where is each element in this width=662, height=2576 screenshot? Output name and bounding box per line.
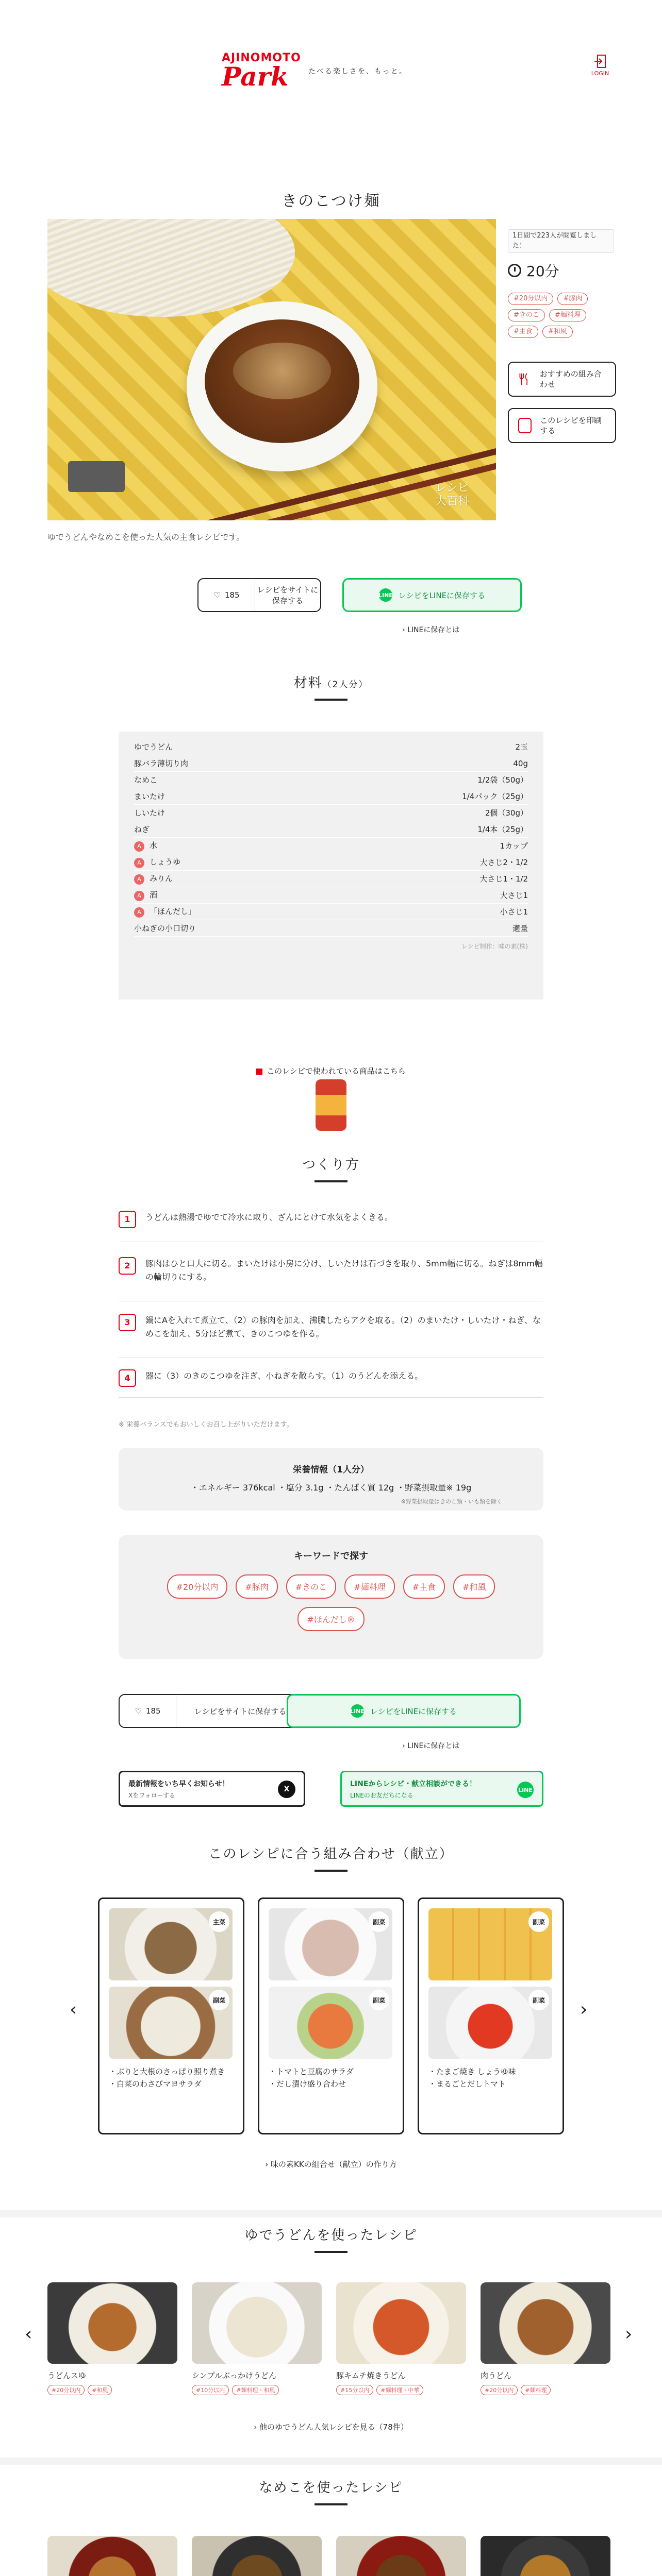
save-site-label: レシピをサイトに保存する bbox=[257, 585, 319, 605]
ingredient-qty: 大さじ1 bbox=[500, 891, 528, 900]
step-number: 2 bbox=[119, 1257, 136, 1275]
ingredients-title: 材料 bbox=[293, 675, 323, 691]
nameko-heading bbox=[0, 2477, 662, 2505]
ingredient-row bbox=[134, 838, 528, 854]
recipe-card-tag: #10分以内 bbox=[192, 2385, 229, 2395]
product-note-icon bbox=[256, 1069, 262, 1075]
ingredient-qty: 1カップ bbox=[500, 841, 528, 851]
ingredient-qty: 大さじ2・1/2 bbox=[479, 858, 528, 867]
group-mark: A bbox=[134, 858, 144, 868]
ingredient-row bbox=[134, 887, 528, 904]
udon-heading bbox=[0, 2225, 662, 2253]
recipe-card-title: シンプルぶっかけうどん bbox=[192, 2371, 277, 2380]
nutrition-values: ・エネルギー 376kcal ・塩分 3.1g ・たんぱく質 12g ・野菜摂取量※ 19g bbox=[190, 1483, 472, 1493]
recipe-tag[interactable]: #和風 bbox=[542, 326, 573, 338]
combo-card[interactable] bbox=[258, 1897, 404, 2134]
product-image[interactable] bbox=[316, 1079, 346, 1131]
recipe-thumb bbox=[481, 2282, 610, 2364]
combo-image bbox=[428, 1987, 552, 2059]
save-line-label: レシピをLINEに保存する bbox=[370, 1706, 457, 1716]
recipe-card-title: うどんスゆ bbox=[47, 2371, 87, 2380]
combo-image bbox=[109, 1908, 233, 1980]
combo-dish: ・ぶりと大根のさっぱり照り煮き bbox=[109, 2067, 225, 2076]
ingredient-qty: 大さじ1・1/2 bbox=[479, 874, 528, 884]
step-2 bbox=[119, 1257, 543, 1284]
ingredients-servings: （2人分） bbox=[322, 680, 369, 690]
line-icon: LINE bbox=[379, 588, 392, 602]
popularity-badge: 1日間で223人が閲覧しました！ bbox=[508, 229, 614, 253]
product-note bbox=[0, 1065, 662, 1076]
recipe-card-tag: #麺料理 bbox=[521, 2385, 551, 2395]
x-follow-banner[interactable] bbox=[119, 1771, 305, 1807]
login-icon bbox=[593, 54, 607, 69]
recipe-tag[interactable]: #豚肉 bbox=[557, 293, 588, 305]
keyword-tag[interactable]: #主食 bbox=[403, 1574, 445, 1599]
recipe-tag[interactable]: #麺料理 bbox=[549, 309, 586, 321]
combo-tag: 副菜 bbox=[369, 1911, 389, 1932]
keyword-tag[interactable]: #20分以内 bbox=[167, 1574, 228, 1599]
x-banner-sub: Xをフォローする bbox=[128, 1792, 176, 1799]
combo-dish: ・たまご焼き しょうゆ味 bbox=[428, 2067, 516, 2076]
combo-dish: ・まるごとだしトマト bbox=[428, 2079, 506, 2089]
combo-howto-link[interactable]: › 味の素KKの組合せ（献立）の作り方 bbox=[265, 2160, 397, 2169]
save-site-button-bottom[interactable] bbox=[119, 1694, 305, 1728]
step-text: うどんは熱湯でゆでて冷水に取り、ざんにとけて水気をよくきる。 bbox=[145, 1212, 393, 1222]
save-line-label: レシピをLINEに保存する bbox=[398, 590, 486, 600]
ingredient-qty: 2個（30g） bbox=[485, 808, 528, 818]
steps-note: ※ 栄養バランスでもおいしくお召し上がりいただけます。 bbox=[119, 1421, 293, 1429]
group-mark: A bbox=[134, 907, 144, 918]
nameko-title: なめこを使ったレシピ bbox=[259, 2480, 403, 2496]
ingredient-row bbox=[134, 788, 528, 805]
recipe-tags bbox=[508, 293, 616, 338]
ingredient-qty: 1/4パック（25g） bbox=[462, 792, 528, 801]
ingredient-name: ねぎ bbox=[134, 825, 150, 834]
ingredient-name: まいたけ bbox=[134, 792, 166, 801]
line-banner-sub: LINEのお友だちになる bbox=[350, 1792, 413, 1799]
ingredient-name[interactable]: 「ほんだし」 bbox=[150, 907, 196, 917]
heart-icon: ♡ bbox=[135, 1706, 142, 1716]
combo-dish: ・トマトと豆腐のサラダ bbox=[269, 2067, 354, 2076]
recipe-thumb bbox=[47, 2536, 177, 2576]
save-count: 185 bbox=[224, 590, 240, 600]
recipe-card-tag: #20分以内 bbox=[481, 2385, 518, 2395]
combo-tag: 副菜 bbox=[528, 1911, 549, 1932]
line-banner-title: LINEからレシピ・献立相談ができる！ bbox=[350, 1780, 477, 1788]
combo-heading bbox=[0, 1843, 662, 1872]
ingredient-row bbox=[134, 871, 528, 887]
ingredient-name: なめこ bbox=[134, 775, 158, 785]
chevron-right-icon[interactable]: › bbox=[625, 2324, 633, 2345]
combo-tag: 副菜 bbox=[528, 1990, 549, 2010]
printer-icon bbox=[518, 418, 532, 433]
chevron-left-icon[interactable]: ‹ bbox=[70, 1999, 77, 2020]
recipe-card[interactable] bbox=[481, 2282, 610, 2395]
ingredient-name: 水 bbox=[150, 841, 158, 851]
combo-dish: ・白菜のわさびマヨサラダ bbox=[109, 2079, 202, 2089]
ingredient-row bbox=[134, 821, 528, 838]
combo-button-label: おすすめの組み合わせ bbox=[539, 369, 602, 389]
save-count: 185 bbox=[145, 1706, 161, 1716]
ingredient-row bbox=[134, 755, 528, 772]
ingredient-name: 豚バラ薄切り肉 bbox=[134, 759, 189, 768]
ingredient-name: ゆでうどん bbox=[134, 742, 173, 752]
ingredient-name: しいたけ bbox=[134, 808, 166, 818]
save-line-button[interactable] bbox=[342, 578, 522, 612]
recipe-card[interactable] bbox=[47, 2282, 177, 2395]
clock-icon bbox=[508, 264, 521, 277]
combo-image bbox=[109, 1987, 233, 2059]
cutlery-icon bbox=[518, 371, 532, 387]
step-text: 鍋にAを入れて煮立て、（2）の豚肉を加え、沸騰したらアクを取る。（2）のまいたけ・しいたけ・ねぎ、なめこを加え、5分ほど煮て、きのこつゆを作る。 bbox=[145, 1315, 541, 1338]
keyword-heading: キーワードで探す bbox=[294, 1551, 368, 1562]
keyword-tag[interactable]: #豚肉 bbox=[236, 1574, 277, 1599]
keyword-tag[interactable]: #和風 bbox=[453, 1574, 495, 1599]
combo-tag: 副菜 bbox=[369, 1990, 389, 2010]
page-title: きのこつけ麺 bbox=[282, 192, 380, 210]
print-button-label: このレシピを印刷する bbox=[540, 416, 602, 435]
recipe-thumb bbox=[336, 2282, 466, 2364]
step-number: 4 bbox=[119, 1369, 136, 1387]
login-label: LOGIN bbox=[591, 70, 609, 77]
step-4 bbox=[119, 1369, 543, 1387]
ingredient-row bbox=[134, 805, 528, 821]
ingredient-row bbox=[134, 772, 528, 788]
keyword-tag[interactable]: #麺料理 bbox=[344, 1574, 394, 1599]
recipe-tag[interactable]: #主食 bbox=[508, 326, 538, 338]
cook-time bbox=[508, 260, 616, 281]
login-button[interactable] bbox=[581, 54, 620, 77]
combo-tag: 副菜 bbox=[209, 1990, 229, 2010]
steps-heading bbox=[0, 1154, 662, 1182]
recipe-thumb bbox=[336, 2536, 466, 2576]
combo-image bbox=[269, 1908, 392, 1980]
udon-title: ゆでうどんを使ったレシピ bbox=[244, 2228, 418, 2243]
keyword-tag[interactable]: #ほんだし® bbox=[297, 1607, 364, 1631]
recipe-card[interactable] bbox=[481, 2536, 610, 2576]
recipe-thumb bbox=[47, 2282, 177, 2364]
recipe-thumb bbox=[192, 2536, 322, 2576]
step-1 bbox=[119, 1211, 543, 1228]
ingredients-table bbox=[119, 732, 543, 999]
group-mark: A bbox=[134, 891, 144, 901]
step-text: 器に（3）のきのこつゆを注ぎ、小ねぎを散らす。（1）のうどんを添える。 bbox=[145, 1371, 423, 1381]
print-button[interactable] bbox=[508, 408, 616, 443]
combo-button[interactable] bbox=[508, 362, 616, 397]
ingredient-qty: 1/2袋（50g） bbox=[477, 775, 528, 785]
recipe-card[interactable] bbox=[192, 2536, 322, 2576]
save-site-button[interactable] bbox=[197, 578, 321, 612]
step-number: 3 bbox=[119, 1314, 136, 1331]
keyword-tag[interactable]: #きのこ bbox=[286, 1574, 336, 1599]
line-about-link[interactable]: › LINEに保存とは bbox=[402, 626, 460, 634]
line-friend-banner[interactable] bbox=[340, 1771, 543, 1807]
combo-dish: ・だし漬け盛り合わせ bbox=[269, 2079, 346, 2089]
line-icon: LINE bbox=[351, 1704, 364, 1718]
ingredient-qty: 40g bbox=[513, 758, 528, 768]
nutrition-note: ※野菜摂取量はきのこ類・いも類を除く bbox=[401, 1498, 502, 1505]
combo-howto-label: 味の素KKの組合せ（献立）の作り方 bbox=[271, 2160, 397, 2169]
ingredient-row bbox=[134, 739, 528, 755]
heart-icon: ♡ bbox=[213, 590, 221, 600]
recipe-thumb bbox=[481, 2536, 610, 2576]
step-text: 豚肉はひと口大に切る。まいたけは小房に分け、しいたけは石づきを取り、5mm幅に切る。ねぎは8mm幅の輪切りにする。 bbox=[145, 1259, 543, 1282]
ingredient-row bbox=[134, 854, 528, 871]
nutrition-box bbox=[119, 1448, 543, 1511]
recipe-tag[interactable]: #20分以内 bbox=[508, 293, 553, 305]
recipe-intro: ゆでうどんやなめこを使った人気の主食レシピです。 bbox=[47, 532, 245, 542]
ingredients-credit: レシピ制作：味の素(株) bbox=[461, 943, 528, 950]
step-3 bbox=[119, 1314, 543, 1341]
nutrition-heading: 栄養情報（1人分） bbox=[293, 1465, 369, 1475]
recipe-card-tag: #20分以内 bbox=[47, 2385, 85, 2395]
udon-more-link[interactable]: › 他のゆでうどん人気レシピを見る（78件） bbox=[254, 2422, 408, 2432]
ingredient-row bbox=[134, 920, 528, 937]
line-about-link-bottom[interactable]: › LINEに保存とは bbox=[402, 1742, 460, 1750]
recipe-card-title: 肉うどん bbox=[481, 2371, 512, 2380]
combo-title: このレシピに合う組み合わせ（献立） bbox=[208, 1846, 454, 1862]
logo-tagline: たべる楽しさを、もっと。 bbox=[308, 67, 407, 76]
recipe-tag[interactable]: #きのこ bbox=[508, 309, 545, 321]
recipe-card[interactable] bbox=[192, 2282, 322, 2395]
x-banner-title: 最新情報をいち早くお知らせ！ bbox=[128, 1780, 229, 1788]
combo-card[interactable] bbox=[418, 1897, 564, 2134]
steps-title: つくり方 bbox=[302, 1157, 360, 1173]
group-mark: A bbox=[134, 874, 144, 885]
ingredient-name: 小ねぎの小口切り bbox=[134, 924, 196, 933]
product-note-text: このレシピで使われている商品はこちら bbox=[267, 1066, 406, 1076]
ingredient-qty: 1/4本（25g） bbox=[477, 825, 528, 834]
recipe-card[interactable] bbox=[336, 2282, 466, 2395]
site-logo[interactable] bbox=[222, 52, 443, 92]
combo-card[interactable] bbox=[98, 1897, 244, 2134]
ingredient-name: 酒 bbox=[150, 890, 158, 900]
line-icon: LINE bbox=[517, 1782, 534, 1798]
chevron-left-icon[interactable]: ‹ bbox=[25, 2324, 32, 2345]
save-site-label: レシピをサイトに保存する bbox=[194, 1706, 287, 1716]
save-line-button-bottom[interactable] bbox=[287, 1694, 521, 1728]
photo-brand-watermark: レシピ大百科 bbox=[435, 482, 470, 508]
combo-image bbox=[428, 1908, 552, 1980]
ingredient-row bbox=[134, 904, 528, 920]
step-number: 1 bbox=[119, 1211, 136, 1228]
logo-park: Park bbox=[222, 61, 289, 92]
keyword-box bbox=[119, 1535, 543, 1659]
line-about-label: LINEに保存とは bbox=[407, 626, 460, 634]
combo-tag: 主菜 bbox=[209, 1911, 229, 1932]
ingredient-qty: 小さじ1 bbox=[500, 907, 528, 917]
recipe-thumb bbox=[192, 2282, 322, 2364]
chevron-right-icon[interactable]: › bbox=[580, 1999, 588, 2020]
recipe-photo bbox=[47, 219, 496, 520]
recipe-card-tag: #麺料理・和風 bbox=[232, 2385, 279, 2395]
ingredients-heading bbox=[0, 672, 662, 701]
recipe-card-tag: #麺料理・中華 bbox=[376, 2385, 423, 2395]
logo-brand: AJINOMOTO bbox=[222, 52, 301, 64]
x-logo-icon: X bbox=[278, 1781, 295, 1798]
group-mark: A bbox=[134, 841, 144, 852]
ingredient-name: みりん bbox=[150, 874, 173, 884]
recipe-card-tag: #和風 bbox=[88, 2385, 112, 2395]
recipe-card-tag: #15分以内 bbox=[336, 2385, 373, 2395]
ingredient-name: しょうゆ bbox=[150, 857, 181, 867]
recipe-card[interactable] bbox=[47, 2536, 177, 2576]
recipe-card-title: 豚キムチ焼きうどん bbox=[336, 2371, 406, 2380]
recipe-card[interactable] bbox=[336, 2536, 466, 2576]
udon-more-label: 他のゆでうどん人気レシピを見る（78件） bbox=[259, 2422, 408, 2432]
ingredient-qty: 2玉 bbox=[515, 742, 528, 752]
ingredient-qty: 適量 bbox=[512, 924, 528, 933]
line-about-label: LINEに保存とは bbox=[407, 1742, 460, 1750]
combo-image bbox=[269, 1987, 392, 2059]
cook-time-value: 20分 bbox=[526, 263, 559, 280]
